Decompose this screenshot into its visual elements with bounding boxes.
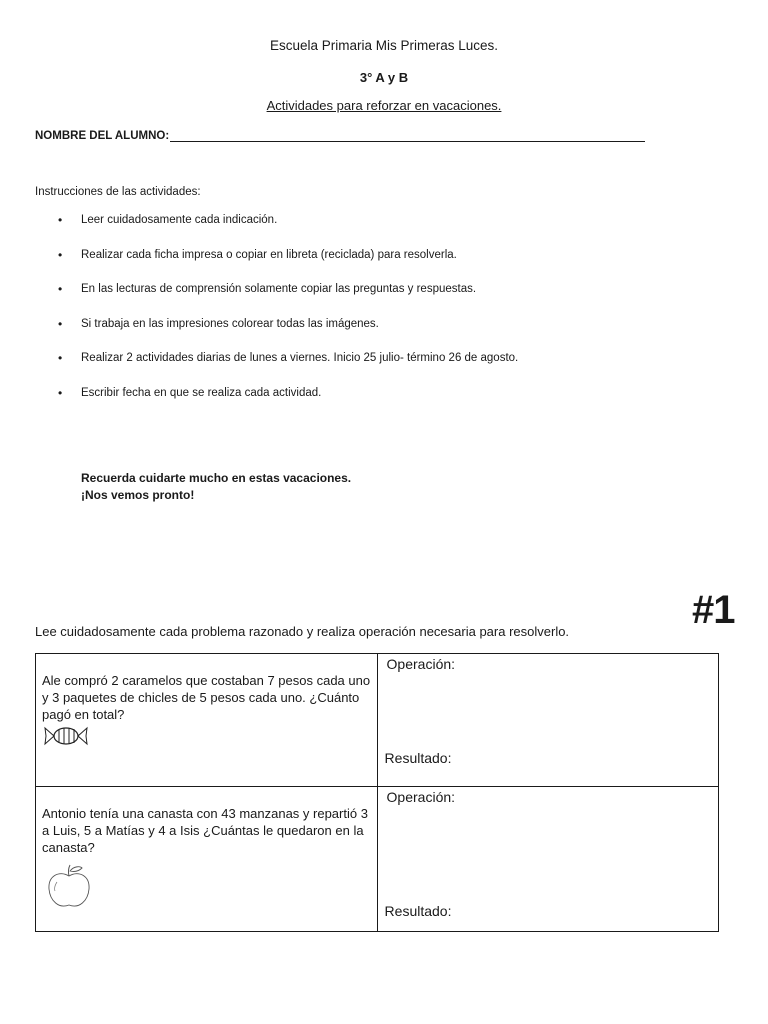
bullet-icon: • bbox=[58, 213, 63, 227]
reminder-line-2: ¡Nos vemos pronto! bbox=[81, 488, 195, 502]
grade-label: 3° A y B bbox=[359, 70, 409, 85]
instructions-list bbox=[58, 212, 518, 419]
operation-label: Operación: bbox=[386, 789, 456, 805]
operation-label: Operación: bbox=[386, 656, 456, 672]
instruction-text: Si trabaja en las impresiones colorear todas las imágenes. bbox=[81, 317, 379, 330]
problems-table bbox=[35, 653, 719, 932]
problem-statement: Antonio tenía una canasta con 43 manzanas y repartió 3 a Luis, 5 a Matías y 4 a Isis ¿Cuántas le quedaron en la canasta? bbox=[42, 806, 368, 855]
problem-text bbox=[36, 654, 377, 747]
student-name-line[interactable] bbox=[170, 128, 645, 142]
activity-instructions: Lee cuidadosamente cada problema razonado y realiza operación necesaria para resolverlo. bbox=[35, 624, 570, 639]
list-item bbox=[58, 212, 518, 247]
instruction-text: Escribir fecha en que se realiza cada actividad. bbox=[81, 386, 322, 399]
list-item bbox=[58, 385, 518, 420]
reminder-message bbox=[81, 470, 351, 504]
instruction-text: Realizar cada ficha impresa o copiar en libreta (reciclada) para resolverla. bbox=[81, 248, 457, 261]
table-row bbox=[36, 787, 719, 932]
answer-area[interactable] bbox=[378, 654, 718, 786]
result-label: Resultado: bbox=[384, 750, 452, 766]
reminder-line-1: Recuerda cuidarte mucho en estas vacaciones. bbox=[81, 471, 352, 485]
result-label: Resultado: bbox=[384, 903, 452, 919]
instruction-text: En las lecturas de comprensión solamente copiar las preguntas y respuestas. bbox=[81, 283, 477, 295]
answer-cell[interactable] bbox=[377, 654, 718, 787]
apple-icon bbox=[45, 864, 93, 910]
document-subtitle: Actividades para reforzar en vacaciones. bbox=[266, 98, 502, 113]
list-item bbox=[58, 247, 518, 282]
activity-number: #1 bbox=[692, 588, 735, 632]
student-name-row bbox=[35, 128, 645, 142]
instruction-text: Leer cuidadosamente cada indicación. bbox=[81, 214, 278, 226]
problem-text bbox=[36, 787, 377, 910]
table-row bbox=[36, 654, 719, 787]
list-item bbox=[58, 316, 518, 351]
problem-statement: Ale compró 2 caramelos que costaban 7 pesos cada uno y 3 paquetes de chicles de 5 pesos cada uno. ¿Cuánto pagó en total? bbox=[42, 673, 371, 722]
instructions-heading: Instrucciones de las actividades: bbox=[35, 186, 201, 198]
student-name-label: NOMBRE DEL ALUMNO: bbox=[35, 130, 170, 142]
bullet-icon: • bbox=[58, 351, 63, 365]
list-item bbox=[58, 350, 518, 385]
problem-cell bbox=[36, 654, 378, 787]
candy-icon bbox=[43, 725, 89, 747]
answer-area[interactable] bbox=[378, 787, 718, 931]
instruction-text: Realizar 2 actividades diarias de lunes a viernes. Inicio 25 julio- término 26 de agosto. bbox=[81, 352, 519, 364]
bullet-icon: • bbox=[58, 385, 63, 400]
answer-cell[interactable] bbox=[377, 787, 718, 932]
bullet-icon: • bbox=[58, 282, 63, 296]
bullet-icon: • bbox=[58, 316, 63, 331]
list-item bbox=[58, 281, 518, 316]
bullet-icon: • bbox=[58, 247, 63, 262]
school-name: Escuela Primaria Mis Primeras Luces. bbox=[269, 38, 499, 53]
problem-cell bbox=[36, 787, 378, 932]
